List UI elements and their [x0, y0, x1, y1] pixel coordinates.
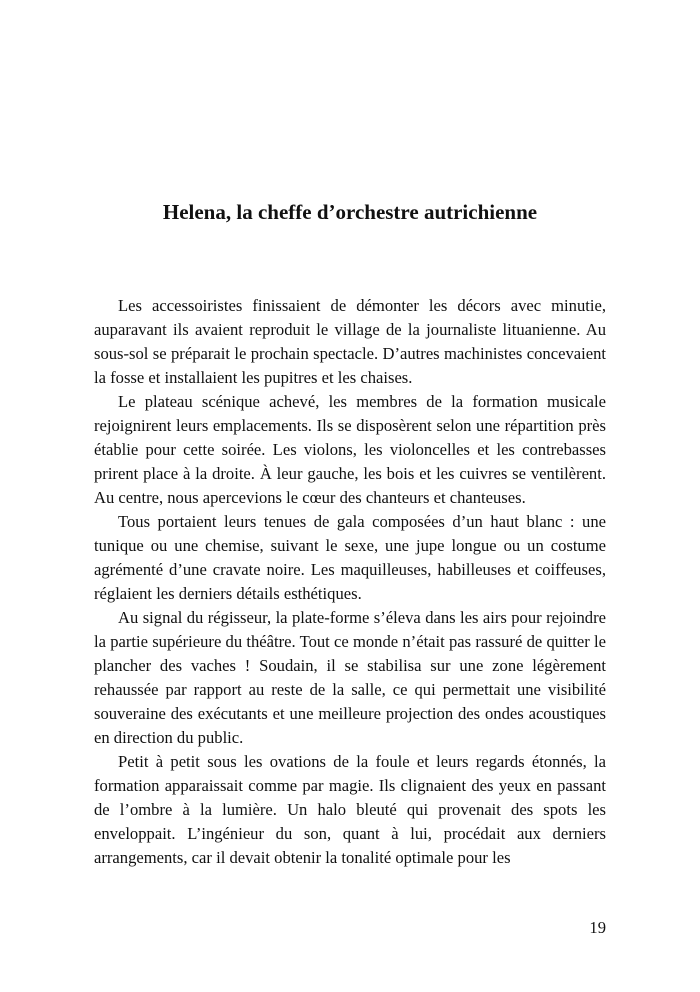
paragraph: Le plateau scénique achevé, les membres de la formation musicale rejoignirent leurs emplacements. Ils se disposèrent selon une répartition près établie pour cette soirée. Les violons, les violoncelles et les contrebasses prirent place à la droite. À leur gauche, les bois et les cuivres se ventilèrent. Au centre, nous apercevions le cœur des chanteurs et chanteuses.: [94, 392, 606, 507]
paragraph: Au signal du régisseur, la plate-forme s’éleva dans les airs pour rejoindre la partie supérieure du théâtre. Tout ce monde n’était pas rassuré de quitter le plancher des vaches ! Soudain, il se stabilisa sur une zone légèrement rehaussée par rapport au reste de la salle, ce qui permettait une visibilité souveraine des exécutants et une meilleure projection des ondes acoustiques en direction du public.: [94, 608, 606, 747]
paragraph: Tous portaient leurs tenues de gala composées d’un haut blanc : une tunique ou une chemise, suivant le sexe, une jupe longue ou un costume agrémenté d’une cravate noire. Les maquilleuses, habilleuses et coiffeuses, réglaient les derniers détails esthétiques.: [94, 512, 606, 603]
paragraph: Petit à petit sous les ovations de la foule et leurs regards étonnés, la formation apparaissait comme par magie. Ils clignaient des yeux en passant de l’ombre à la lumière. Un halo bleuté qui provenait des spots les enveloppait. L’ingénieur du son, quant à lui, procédait aux derniers arrangements, car il devait obtenir la tonalité optimale pour les: [94, 752, 606, 867]
chapter-title: Helena, la cheffe d’orchestre autrichienne: [162, 200, 538, 224]
page-number: 19: [589, 918, 606, 937]
body-text: [94, 294, 606, 870]
paragraph: Les accessoiristes finissaient de démonter les décors avec minutie, auparavant ils avaient reproduit le village de la journaliste lituanienne. Au sous-sol se préparait le prochain spectacle. D’autres machinistes concevaient la fosse et installaient les pupitres et les chaises.: [94, 296, 606, 387]
